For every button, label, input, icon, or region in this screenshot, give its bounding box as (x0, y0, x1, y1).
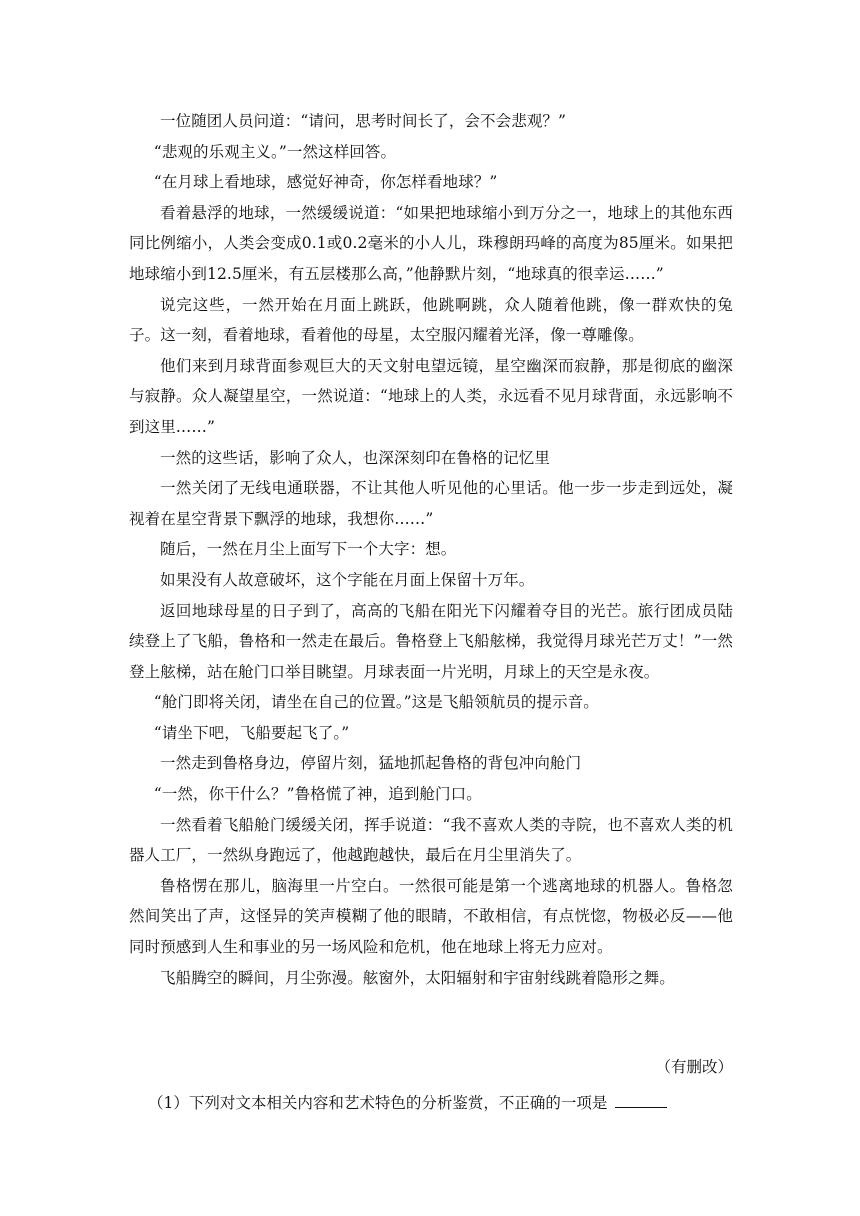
paragraph: 飞船腾空的瞬间，月尘弥漫。舷窗外，太阳辐射和宇宙射线跳着隐形之舞。 (160, 968, 675, 987)
question-line (148, 1092, 667, 1114)
paragraph: 鲁格愣在那儿，脑海里一片空白。一然很可能是第一个逃离地球的机器人。鲁格忽然间笑出了声，这怪异的笑声模糊了他的眼睛，不敢相信，有点恍惚，物极必反——他同时预感到人生和事业的另一场风险和危机，他在地球上将无力应对。 (129, 876, 733, 957)
paragraph: 随后，一然在月尘上面写下一个大字：想。 (160, 540, 457, 559)
paragraph: 如果没有人故意破坏，这个字能在月面上保留十万年。 (160, 570, 535, 589)
paragraph: “一然，你干什么？”鲁格慌了神，追到舱门口。 (153, 785, 482, 804)
paragraph: “在月球上看地球，感觉好神奇，你怎样看地球？” (153, 173, 498, 192)
question-text: （1）下列对文本相关内容和艺术特色的分析鉴赏，不正确的一项是 (148, 1094, 608, 1112)
paragraph: 一然看着飞船舱门缓缓关闭，挥手说道：“我不喜欢人类的寺院，也不喜欢人类的机器人工厂，一然纵身跑远了，他越跑越快，最后在月尘里消失了。 (129, 815, 733, 865)
paragraph: 一然走到鲁格身边，停留片刻，猛地抓起鲁格的背包冲向舱门 (160, 754, 582, 773)
paragraph: 一然关闭了无线电通联器，不让其他人听见他的心里话。他一步一步走到远处，凝视着在星空背景下飘浮的地球，我想你……” (129, 479, 733, 528)
story-text (129, 106, 733, 993)
paragraph: 一然的这些话，影响了众人，也深深刻印在鲁格的记忆里 (160, 448, 551, 467)
paragraph: “请坐下吧，飞船要起飞了。” (153, 723, 350, 742)
source-note: （有删改） (655, 1058, 733, 1076)
paragraph: 说完这些，一然开始在月面上跳跃，他跳啊跳，众人随着他跳，像一群欢快的兔子。这一刻，看着地球，看着他的母星，太空服闪耀着光泽，像一尊雕像。 (129, 295, 733, 345)
paragraph: “舱门即将关闭，请坐在自己的位置。”这是飞船领航员的提示音。 (153, 693, 599, 712)
paragraph: “悲观的乐观主义。”一然这样回答。 (153, 142, 397, 161)
paragraph: 返回地球母星的日子到了，高高的飞船在阳光下闪耀着夺目的光芒。旅行团成员陆续登上了飞船，鲁格和一然走在最后。鲁格登上飞船舷梯，我觉得月球光芒万丈！”一然登上舷梯，站在舱门口举目眺望。月球表面一片光明，月球上的天空是永夜。 (129, 601, 733, 681)
paragraph: 看着悬浮的地球，一然缓缓说道：“如果把地球缩小到万分之一，地球上的其他东西同比例缩小，人类会变成0.1或0.2毫米的小人儿，珠穆朗玛峰的高度为85厘米。如果把地球缩小到12.5厘米，有五层楼那么高，”他静默片刻，“地球真的很幸运……” (129, 203, 733, 283)
paragraph: 他们来到月球背面参观巨大的天文射电望远镜，星空幽深而寂静，那是彻底的幽深与寂静。众人凝望星空，一然说道：“地球上的人类，永远看不见月球背面，永远影响不到这里……” (129, 356, 733, 436)
answer-blank[interactable] (615, 1092, 667, 1108)
paragraph: 一位随团人员问道：“请问，思考时间长了，会不会悲观？” (160, 112, 567, 130)
